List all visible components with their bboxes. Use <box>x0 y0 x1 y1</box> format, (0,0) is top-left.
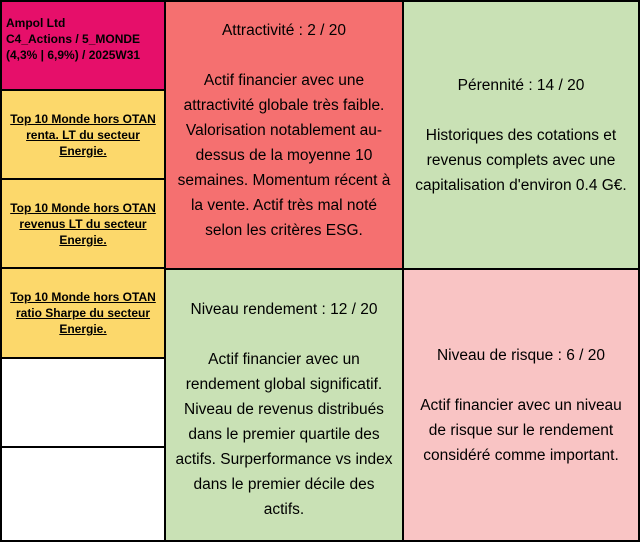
attractivite-panel <box>165 1 403 269</box>
rendement-panel <box>165 269 403 541</box>
perennite-panel <box>403 1 639 269</box>
asset-performance-week: (4,3% | 6,9%) / 2025W31 <box>6 48 141 62</box>
perennite-description: Historiques des cotations et revenus complets avec une capitalisation d'environ 0.4 G€. <box>415 126 627 194</box>
empty-slot <box>1 358 165 447</box>
ranking-badge-sharpe <box>1 268 165 358</box>
rendement-title: Niveau rendement : 12 / 20 <box>190 301 378 318</box>
risque-description: Actif financier avec un niveau de risque sur le rendement considéré comme important. <box>420 396 622 464</box>
ranking-badge-revenus <box>1 179 165 268</box>
perennite-title: Pérennité : 14 / 20 <box>457 76 585 94</box>
ranking-text: Top 10 Monde hors OTAN revenus LT du secteur Energie. <box>10 200 156 247</box>
empty-slot <box>1 447 165 541</box>
attractivite-title: Attractivité : 2 / 20 <box>221 22 347 39</box>
ranking-text: Top 10 Monde hors OTAN renta. LT du secteur Energie. <box>10 111 156 158</box>
asset-category: C4_Actions / 5_MONDE <box>6 32 141 46</box>
risque-title: Niveau de risque : 6 / 20 <box>436 346 606 364</box>
risque-panel <box>403 269 639 541</box>
ranking-badge-renta <box>1 90 165 179</box>
attractivite-description: Actif financier avec une attractivité globale très faible. Valorisation notablement au-dessus de la moyenne 10 semaines. Momentum récent à la vente. Actif très mal noté selon les critères ESG. <box>177 72 391 239</box>
rendement-description: Actif financier avec un rendement global significatif. Niveau de revenus distribués dans le premier quartile des actifs. Surperformance vs index dans le premier décile des actifs. <box>175 351 393 518</box>
asset-header <box>1 1 165 90</box>
asset-name: Ampol Ltd <box>6 16 66 30</box>
ranking-text: Top 10 Monde hors OTAN ratio Sharpe du secteur Energie. <box>10 290 156 336</box>
